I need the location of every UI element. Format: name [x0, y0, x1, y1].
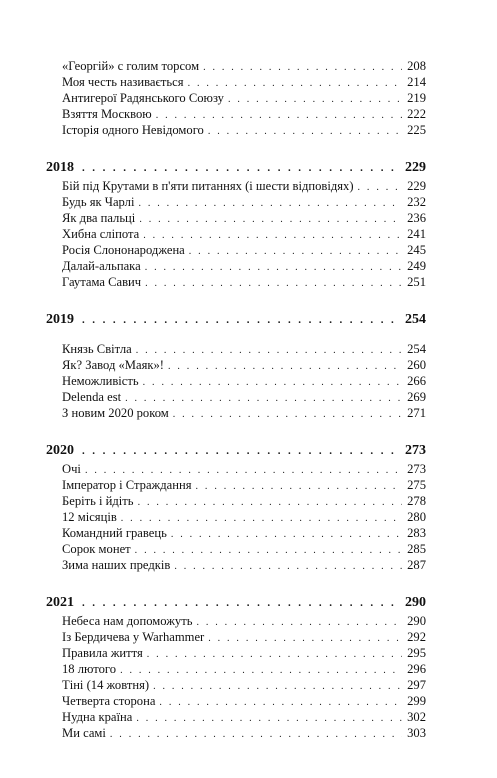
entry-page: 271: [407, 406, 426, 420]
leader-dots: [147, 647, 402, 663]
entry-page: 241: [407, 227, 426, 241]
entry-title: Будь як Чарлі: [62, 195, 135, 209]
leader-dots: [145, 276, 402, 292]
entry-page: 295: [407, 646, 426, 660]
entry-title: Очі: [62, 462, 81, 476]
toc-entry[interactable]: [62, 725, 426, 741]
entry-title: Князь Світла: [62, 342, 132, 356]
section-year: 2021: [46, 595, 74, 610]
leader-dots: [120, 663, 402, 679]
entry-page: 236: [407, 211, 426, 225]
entry-page: 214: [407, 75, 426, 89]
leader-dots: [358, 180, 402, 196]
toc-entry[interactable]: [62, 373, 426, 389]
leader-dots: [139, 212, 402, 228]
entry-title: Моя честь називається: [62, 75, 184, 89]
entry-title: Гаутама Савич: [62, 275, 142, 289]
toc-entry[interactable]: [62, 178, 426, 194]
entry-title: Зима наших предків: [62, 558, 171, 572]
toc-entry[interactable]: [62, 629, 426, 645]
toc-entry[interactable]: [62, 693, 426, 709]
leader-dots: [82, 442, 401, 460]
toc-entry[interactable]: [62, 341, 426, 357]
leader-dots: [196, 615, 402, 631]
toc-entry[interactable]: [62, 242, 426, 258]
section-heading[interactable]: [46, 311, 426, 329]
entry-page: 278: [407, 494, 426, 508]
leader-dots: [171, 527, 402, 543]
entry-title: 12 місяців: [62, 510, 117, 524]
entry-page: 254: [407, 342, 426, 356]
entry-title: З новим 2020 роком: [62, 406, 169, 420]
leader-dots: [82, 594, 401, 612]
entry-title: Беріть і йдіть: [62, 494, 134, 508]
entry-page: 266: [407, 374, 426, 388]
entry-page: 280: [407, 510, 426, 524]
entry-title: Delenda est: [62, 390, 122, 404]
toc-entry[interactable]: [62, 509, 426, 525]
leader-dots: [159, 695, 402, 711]
leader-dots: [135, 543, 402, 559]
leader-dots: [145, 260, 402, 276]
entry-page: 296: [407, 662, 426, 676]
toc-entry[interactable]: [62, 557, 426, 573]
section-year: 2018: [46, 160, 74, 175]
table-of-contents: [46, 58, 426, 741]
toc-entry[interactable]: [62, 677, 426, 693]
leader-dots: [203, 60, 402, 76]
entry-page: 299: [407, 694, 426, 708]
leader-dots: [196, 479, 402, 495]
entry-title: 18 лютого: [62, 662, 117, 676]
toc-entry[interactable]: [62, 274, 426, 290]
section-page: 229: [405, 160, 426, 175]
leader-dots: [82, 311, 401, 329]
toc-entry[interactable]: [62, 709, 426, 725]
entry-title: Далай-альпака: [62, 259, 141, 273]
toc-entry[interactable]: [62, 90, 426, 106]
entry-page: 222: [407, 107, 426, 121]
section-2019: [46, 311, 426, 421]
leader-dots: [189, 244, 402, 260]
entry-title: Росія Слононароджена: [62, 243, 185, 257]
entry-title: Взяття Москвою: [62, 107, 152, 121]
entry-title: Антигерої Радянського Союзу: [62, 91, 224, 105]
section-2020: [46, 442, 426, 573]
entry-title: Бій під Крутами в п'яти питаннях (і шести відповідях): [62, 179, 354, 193]
section-2021: [46, 594, 426, 741]
leader-dots: [138, 495, 402, 511]
toc-entry[interactable]: [62, 389, 426, 405]
entry-title: «Георгій» с голим торсом: [62, 59, 200, 73]
section-heading[interactable]: [46, 442, 426, 460]
section-page: 290: [405, 595, 426, 610]
entry-title: Небеса нам допоможуть: [62, 614, 193, 628]
entry-page: 260: [407, 358, 426, 372]
leader-dots: [136, 711, 402, 727]
leader-dots: [168, 359, 402, 375]
leader-dots: [136, 343, 402, 359]
entry-page: 287: [407, 558, 426, 572]
section-year: 2019: [46, 312, 74, 327]
entry-page: 283: [407, 526, 426, 540]
leader-dots: [143, 375, 402, 391]
entry-page: 208: [407, 59, 426, 73]
entry-page: 290: [407, 614, 426, 628]
entry-title: Сорок монет: [62, 542, 131, 556]
entry-page: 302: [407, 710, 426, 724]
entry-page: 249: [407, 259, 426, 273]
leader-dots: [174, 559, 402, 575]
entry-title: Хибна сліпота: [62, 227, 140, 241]
entry-title: Як два пальці: [62, 211, 136, 225]
entry-page: 251: [407, 275, 426, 289]
entry-page: 232: [407, 195, 426, 209]
entry-title: Імператор і Страждання: [62, 478, 192, 492]
entry-title: Нудна країна: [62, 710, 133, 724]
toc-entry[interactable]: [62, 226, 426, 242]
toc-entry[interactable]: [62, 493, 426, 509]
leader-dots: [82, 159, 401, 177]
entry-title: Правила життя: [62, 646, 143, 660]
entry-page: 225: [407, 123, 426, 137]
entry-title: Четверта сторона: [62, 694, 156, 708]
leader-dots: [110, 727, 402, 743]
leader-dots: [138, 196, 402, 212]
toc-entry[interactable]: [62, 122, 426, 138]
entry-page: 273: [407, 462, 426, 476]
section-page: 254: [405, 312, 426, 327]
toc-entry[interactable]: [62, 194, 426, 210]
toc-entry[interactable]: [62, 58, 426, 74]
toc-entry[interactable]: [62, 357, 426, 373]
entry-title: Неможливість: [62, 374, 139, 388]
entry-title: Тіні (14 жовтня): [62, 678, 150, 692]
section-2018: [46, 159, 426, 290]
entry-title: Як? Завод «Маяк»!: [62, 358, 164, 372]
entry-title: Ми самі: [62, 726, 106, 740]
section-page: 273: [405, 443, 426, 458]
toc-entry[interactable]: [62, 613, 426, 629]
leader-dots: [173, 407, 402, 423]
section-heading[interactable]: [46, 159, 426, 177]
toc-entry[interactable]: [62, 405, 426, 421]
entry-page: 303: [407, 726, 426, 740]
entry-page: 285: [407, 542, 426, 556]
toc-entry[interactable]: [62, 477, 426, 493]
toc-entry[interactable]: [62, 541, 426, 557]
entry-page: 269: [407, 390, 426, 404]
section-heading[interactable]: [46, 594, 426, 612]
toc-entry[interactable]: [62, 210, 426, 226]
entry-page: 297: [407, 678, 426, 692]
leader-dots: [153, 679, 402, 695]
toc-entry[interactable]: [62, 74, 426, 90]
toc-entry[interactable]: [62, 461, 426, 477]
leader-dots: [208, 124, 402, 140]
toc-entry[interactable]: [62, 661, 426, 677]
entry-page: 292: [407, 630, 426, 644]
toc-entry[interactable]: [62, 258, 426, 274]
entry-page: 245: [407, 243, 426, 257]
entry-page: 229: [407, 179, 426, 193]
section-year: 2020: [46, 443, 74, 458]
entry-title: Із Бердичева у Warhammer: [62, 630, 205, 644]
toc-entry[interactable]: [62, 645, 426, 661]
leader-dots: [228, 92, 402, 108]
entry-page: 219: [407, 91, 426, 105]
entry-page: 275: [407, 478, 426, 492]
intro-entries: [62, 58, 426, 138]
leader-dots: [208, 631, 402, 647]
toc-entry[interactable]: [62, 106, 426, 122]
entry-title: Командний гравець: [62, 526, 167, 540]
toc-entry[interactable]: [62, 525, 426, 541]
entry-title: Історія одного Невідомого: [62, 123, 204, 137]
